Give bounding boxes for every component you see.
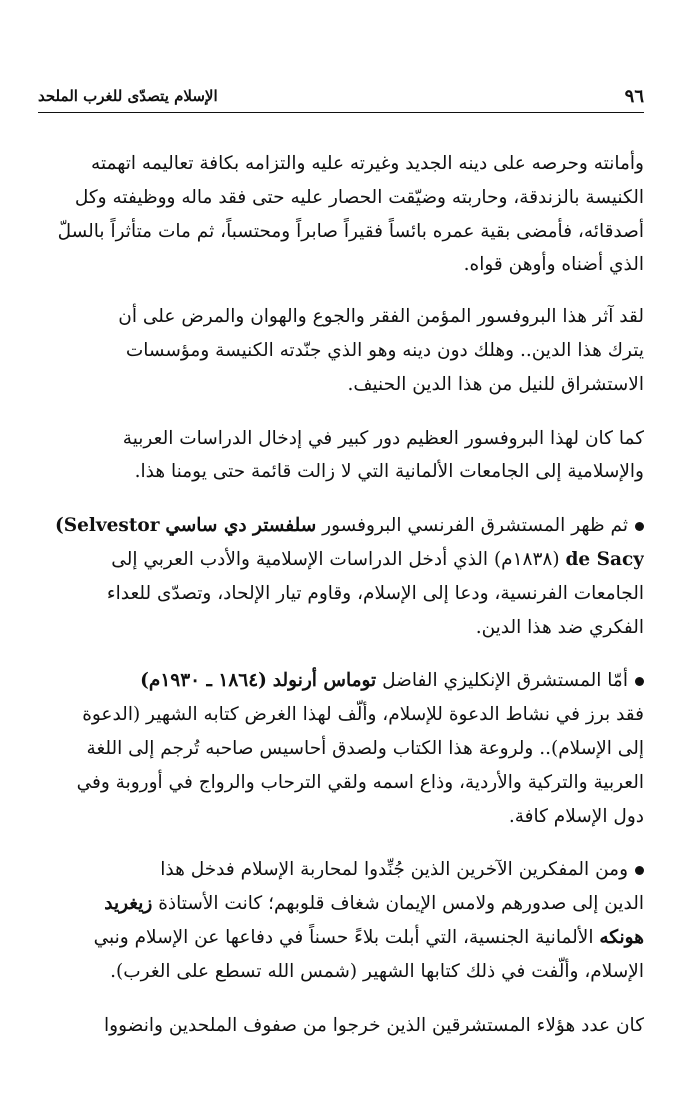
text-line: الاستشراق للنيل من هذا الدين الحنيف.: [347, 373, 644, 395]
text-line: يترك هذا الدين.. وهلك دون دينه وهو الذي جنّدته الكنيسة ومؤسسات: [125, 339, 644, 361]
paragraph-2: [38, 300, 644, 401]
paragraph-1: [38, 147, 644, 282]
text-line: لقد آثر هذا البروفسور المؤمن الفقر والجوع والهوان والمرض على أن: [118, 306, 644, 328]
text-line: كما كان لهذا البروفسور العظيم دور كبير في إدخال الدراسات العربية: [122, 427, 644, 449]
date-range: (١٨٦٤ ـ ١٩٣٠م): [140, 670, 267, 692]
text-line: [38, 509, 644, 543]
bullet-icon: [635, 866, 644, 875]
bullet-icon: [635, 522, 644, 531]
running-header: [38, 82, 644, 113]
text-run: أمّا المستشرق الإنكليزي الفاضل: [382, 670, 628, 692]
text-line: الإسلام، وألّفت في ذلك كتابها الشهير (شمس الله تسطع على الغرب).: [110, 960, 644, 982]
text-line: دول الإسلام كافة.: [508, 805, 644, 827]
text-line: كان عدد هؤلاء المستشرقين الذين خرجوا من صفوف الملحدين وانضووا: [104, 1014, 644, 1036]
text-run: (١٨٣٨م) الذي أدخل الدراسات الإسلامية والأدب العربي إلى: [111, 548, 560, 570]
text-line: [38, 853, 644, 887]
text-line: وأمانته وحرصه على دينه الجديد وغيرته عليه والتزامه بكافة تعاليمه اتهمته: [91, 153, 644, 174]
text-line: [38, 664, 644, 698]
paragraph-de-sacy: [38, 509, 644, 644]
text-line: أصدقائه، فأمضى بقية عمره بائساً فقيراً صابراً ومحتسباً، ثم مات متأثراً بالسلّ: [57, 220, 644, 242]
person-name: توماس أرنولد: [272, 670, 377, 692]
text-line: الفكري ضد هذا الدين.: [475, 616, 644, 638]
paragraph-7: [38, 1009, 644, 1043]
paragraph-3: [38, 422, 644, 490]
bullet-icon: [635, 677, 644, 686]
person-name: زيغريد: [104, 893, 153, 915]
text-run: الألمانية الجنسية، التي أبلت بلاءً حسناً في دفاعها عن الإسلام ونبي: [93, 926, 594, 948]
page-number: ٩٦: [624, 86, 644, 107]
text-line: الكنيسة بالزندقة، وحاربته وضيّقت الحصار عليه حتى فقد ماله ووظيفته وكل: [74, 186, 644, 208]
text-line: [38, 921, 644, 955]
text-line: العربية والتركية والأردية، وذاع اسمه ولقي الترحاب والرواج في أوروبة وفي: [76, 771, 644, 793]
text-line: [38, 887, 644, 921]
text-run: ومن المفكرين الآخرين الذين جُنِّدوا لمحاربة الإسلام فدخل هذا: [160, 859, 628, 881]
latin-name: de Sacy: [565, 548, 644, 570]
book-page: [38, 82, 644, 1090]
text-run: ثم ظهر المستشرق الفرنسي البروفسور: [322, 515, 628, 537]
paragraph-arnold: [38, 664, 644, 833]
latin-name: (Selvestor: [54, 515, 160, 537]
text-line: والإسلامية إلى الجامعات الألمانية التي لا زالت قائمة حتى يومنا هذا.: [134, 461, 644, 483]
running-title: الإسلام يتصدّى للغرب الملحد: [38, 87, 224, 105]
paragraph-hunke: [38, 853, 644, 988]
text-line: [38, 543, 644, 577]
person-name: سلفستر دي ساسي: [165, 515, 317, 537]
text-line: الجامعات الفرنسية، ودعا إلى الإسلام، وقاوم تيار الإلحاد، وتصدّى للعداء: [106, 582, 644, 604]
person-name: هونكه: [599, 926, 644, 948]
text-run: الدين إلى صدورهم ولامس الإيمان شغاف قلوبهم؛ كانت الأستاذة: [158, 893, 644, 915]
text-line: الذي أضناه وأوهن قواه.: [463, 254, 644, 276]
text-line: فقد برز في نشاط الدعوة للإسلام، وألّف لهذا الغرض كتابه الشهير (الدعوة: [82, 704, 644, 726]
text-line: إلى الإسلام).. ولروعة هذا الكتاب ولصدق أحاسيس صاحبه تُرجم إلى اللغة: [86, 737, 644, 759]
